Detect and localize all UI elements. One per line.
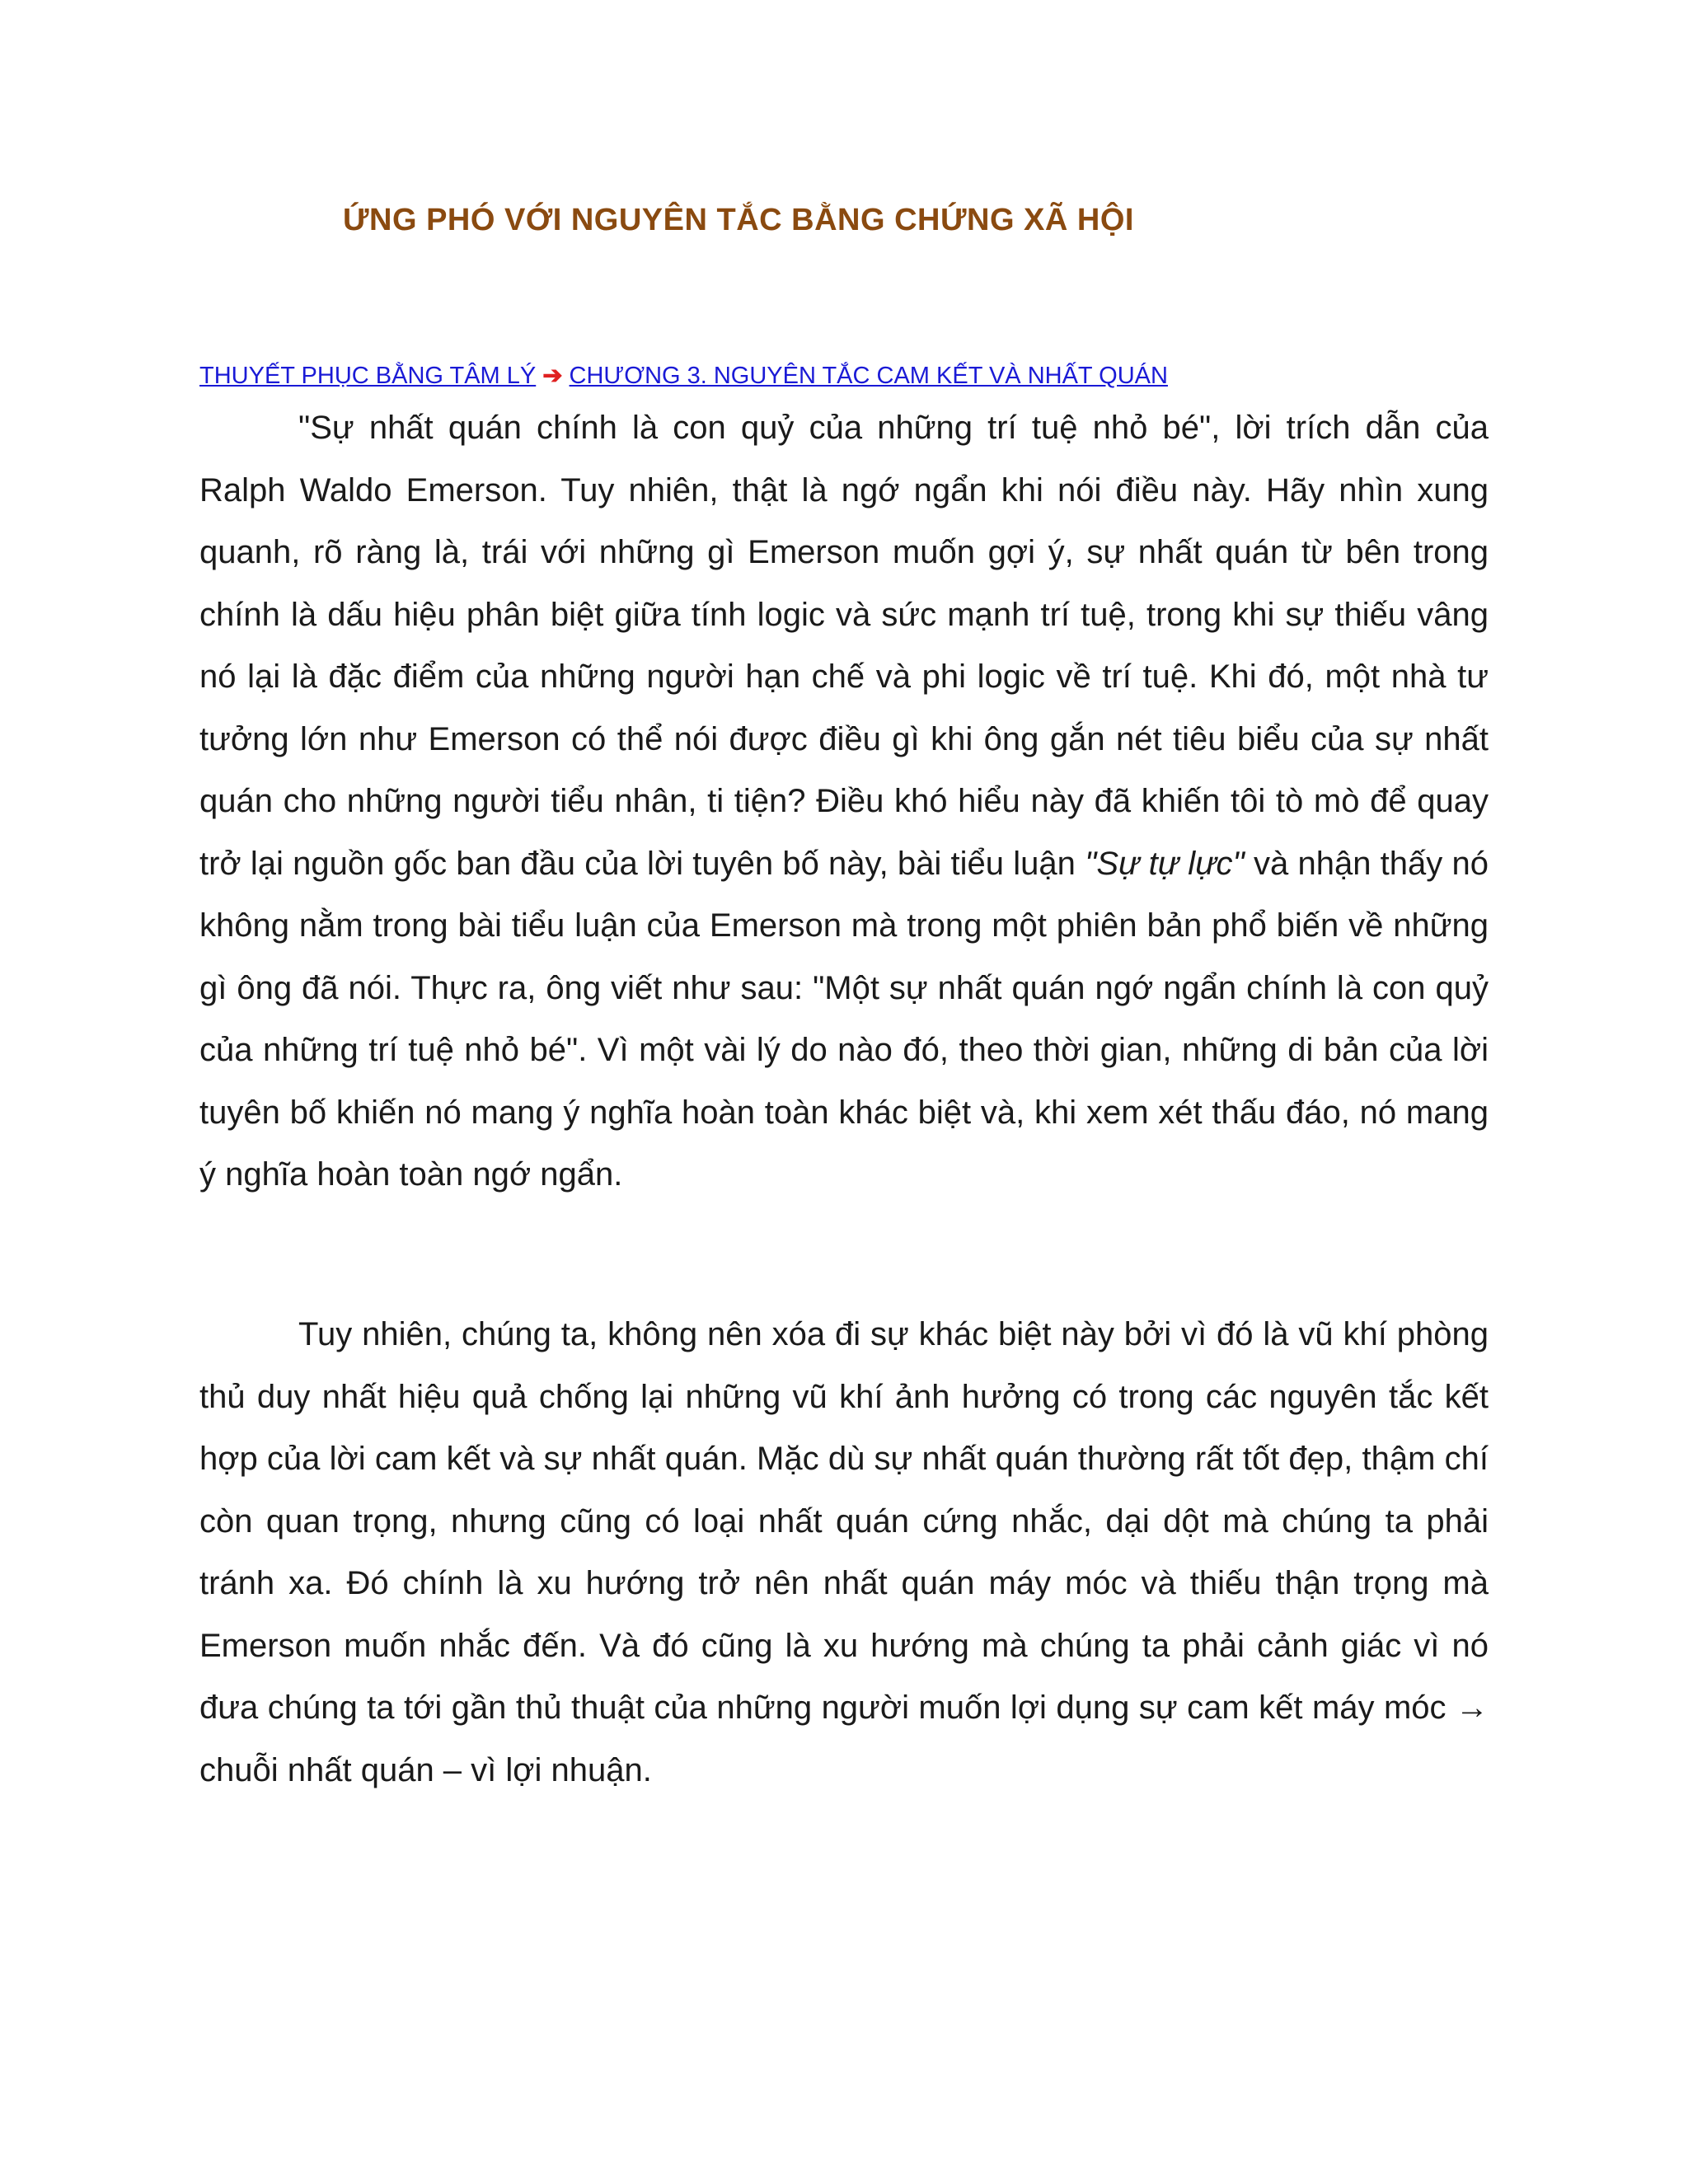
paragraph-1 (199, 397, 1489, 1207)
breadcrumb-chapter-link[interactable]: CHƯƠNG 3. NGUYÊN TẮC CAM KẾT VÀ NHẤT QUÁN (569, 363, 1168, 389)
essay-title-italic: "Sự tự lực" (1085, 845, 1245, 882)
paragraph-1-text-end: và nhận thấy nó không nằm trong bài tiểu luận của Emerson mà trong một phiên bản phổ biến về những gì ông đã nói. Thực ra, ông viết như sau: "Một sự nhất quán ngớ ngẩn chính là con quỷ của những trí tuệ nhỏ bé". Vì một vài lý do nào đó, theo thời gian, những di bản của lời tuyên bố khiến nó mang ý nghĩa hoàn toàn khác biệt và, khi xem xét thấu đáo, nó mang ý nghĩa hoàn toàn ngớ ngẩn. (199, 845, 1489, 1193)
paragraph-2: Tuy nhiên, chúng ta, không nên xóa đi sự khác biệt này bởi vì đó là vũ khí phòng thủ duy nhất hiệu quả chống lại những vũ khí ảnh hưởng có trong các nguyên tắc kết hợp của lời cam kết và sự nhất quán. Mặc dù sự nhất quán thường rất tốt đẹp, thậm chí còn quan trọng, nhưng cũng có loại nhất quán cứng nhắc, dại dột mà chúng ta phải tránh xa. Đó chính là xu hướng trở nên nhất quán máy móc và thiếu thận trọng mà Emerson muốn nhắc đến. Và đó cũng là xu hướng mà chúng ta phải cảnh giác vì nó đưa chúng ta tới gần thủ thuật của những người muốn lợi dụng sự cam kết máy móc → chuỗi nhất quán – vì lợi nhuận. (199, 1316, 1489, 1788)
breadcrumb-book-link[interactable]: THUYẾT PHỤC BẰNG TÂM LÝ (199, 363, 537, 389)
page-title: ỨNG PHÓ VỚI NGUYÊN TẮC BẰNG CHỨNG XÃ HỘI (343, 203, 1134, 237)
paragraph-1-text-start: "Sự nhất quán chính là con quỷ của những trí tuệ nhỏ bé", lời trích dẫn của Ralph Waldo Emerson. Tuy nhiên, thật là ngớ ngẩn khi nói điều này. Hãy nhìn xung quanh, rõ ràng là, trái với những gì Emerson muốn gợi ý, sự nhất quán từ bên trong chính là dấu hiệu phân biệt giữa tính logic và sức mạnh trí tuệ, trong khi sự thiếu vâng nó lại là đặc điểm của những người hạn chế và phi logic về trí tuệ. Khi đó, một nhà tư tưởng lớn như Emerson có thể nói được điều gì khi ông gắn nét tiêu biểu của sự nhất quán cho những người tiểu nhân, ti tiện? Điều khó hiểu này đã khiến tôi tò mò để quay trở lại nguồn gốc ban đầu của lời tuyên bố này, bài tiểu luận (199, 410, 1489, 882)
breadcrumb (199, 361, 1168, 390)
right-arrow-icon: ➔ (542, 363, 563, 389)
